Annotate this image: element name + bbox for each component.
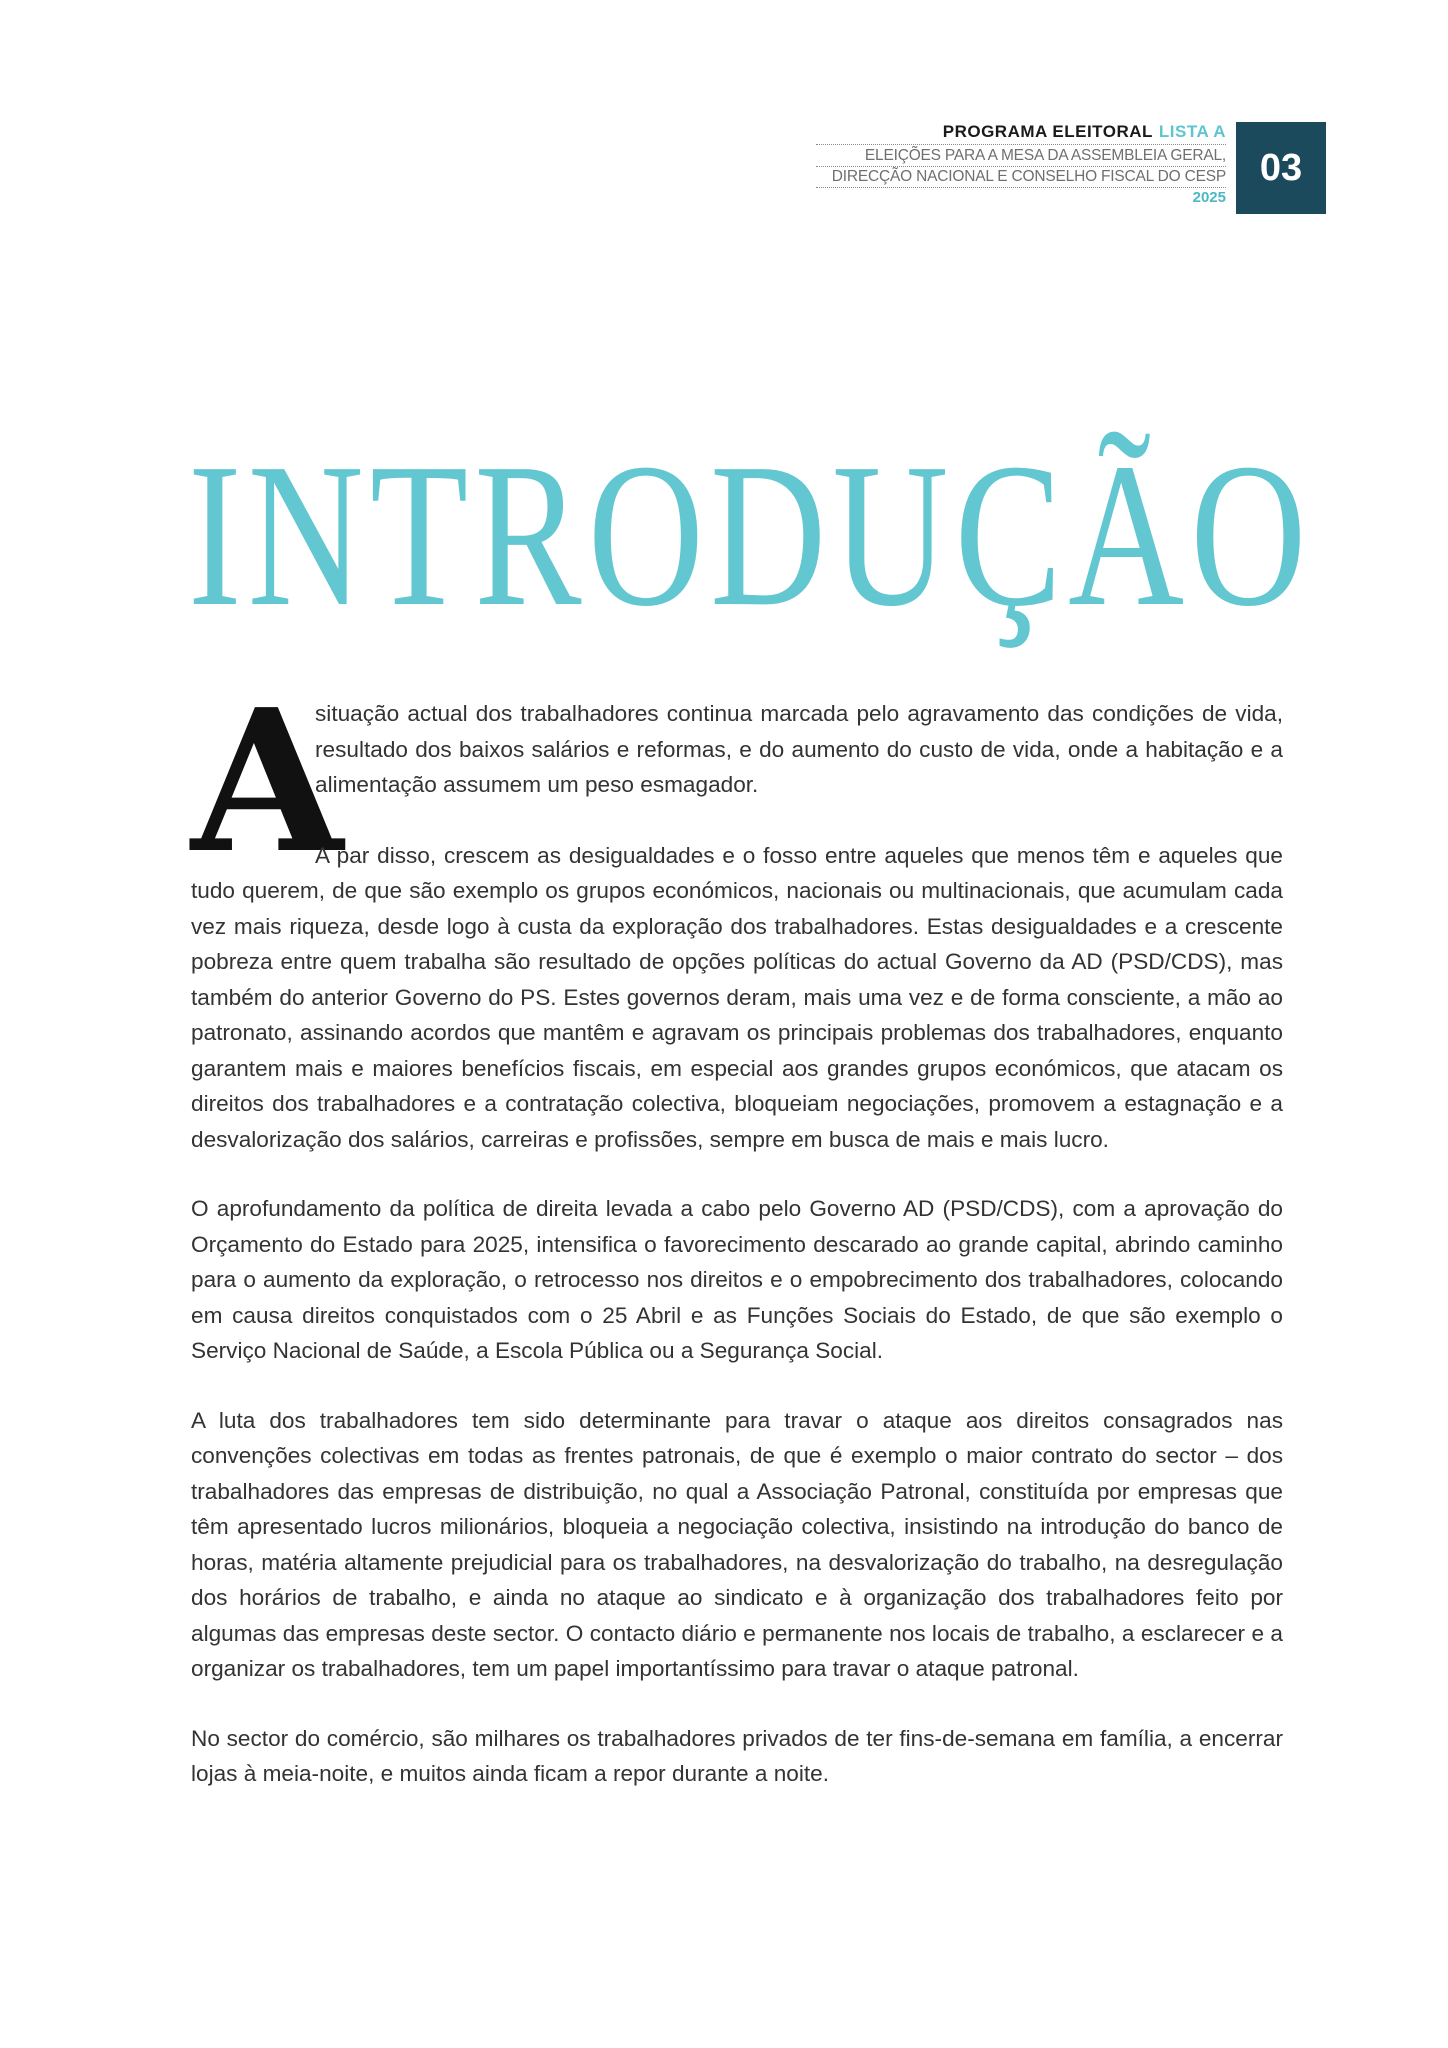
subtitle-line-1: ELEIÇÕES PARA A MESA DA ASSEMBLEIA GERAL, [864,147,1226,164]
paragraph-5: No sector do comércio, são milhares os trabalhadores privados de ter fins-de-semana em família, a encerrar lojas à meia-noite, e muitos ainda ficam a repor durante a noite. [191,1725,1283,1786]
paragraph-3: O aprofundamento da política de direita levada a cabo pelo Governo AD (PSD/CDS), com a aprovação do Orçamento do Estado para 2025, intensifica o favorecimento descarado ao grande capital, abrindo caminho para o aumento da exploração, o retrocesso nos direitos e o empobrecimento dos trabalhadores, colocando em causa direitos conquistados com o 25 Abril e as Funções Sociais do Estado, de que são exemplo o Serviço Nacional de Saúde, a Escola Pública ou a Segurança Social. [191,1196,1283,1363]
paragraph-1: situação actual dos trabalhadores continua marcada pelo agravamento das condições de vida, resultado dos baixos salários e reformas, e do aumento do custo de vida, onde a habitação e a alimentação assumem um peso esmagador. [315,701,1283,797]
subtitle-line-2: DIRECÇÃO NACIONAL E CONSELHO FISCAL DO CESP [816,166,1226,188]
body-text [191,667,1283,1826]
drop-cap: A [191,667,344,897]
page-header [816,122,1326,214]
header-subtitle [816,144,1226,188]
page-title: INTRODUÇÃO [188,420,1313,649]
paragraph-2: A par disso, crescem as desigualdades e o fosso entre aqueles que menos têm e aqueles que tudo querem, de que são exemplo os grupos económicos, nacionais ou multinacionais, que acumulam cada vez mais riqueza, desde logo à custa da exploração dos trabalhadores. Estas desigualdades e a crescente pobreza entre quem trabalha são resultado de opções políticas do actual Governo da AD (PSD/CDS), mas também do anterior Governo do PS. Estes governos deram, mais uma vez e de forma consciente, a mão ao patronato, assinando acordos que mantêm e agravam os principais problemas dos trabalhadores, enquanto garantem mais e maiores benefícios fiscais, em especial aos grandes grupos económicos, que atacam os direitos dos trabalhadores e a contratação colectiva, bloqueiam negociações, promovem a estagnação e a desvalorização dos salários, carreiras e profissões, sempre em busca de mais e mais lucro. [191,842,1283,1152]
list-label: LISTA A [1158,122,1226,141]
program-label: PROGRAMA ELEITORAL [942,122,1153,141]
program-title [816,122,1226,142]
page-number: 03 [1236,122,1326,214]
header-year: 2025 [1192,189,1226,206]
header-text-block [816,122,1236,214]
paragraph-4: A luta dos trabalhadores tem sido determinante para travar o ataque aos direitos consagrados nas convenções colectivas em todas as frentes patronais, de que é exemplo o maior contrato do sector – dos trabalhadores das empresas de distribuição, no qual a Associação Patronal, constituída por empresas que têm apresentado lucros milionários, bloqueia a negociação colectiva, insistindo na introdução do banco de horas, matéria altamente prejudicial para os trabalhadores, na desvalorização do trabalho, na desregulação dos horários de trabalho, e ainda no ataque ao sindicato e à organização dos trabalhadores feito por algumas das empresas deste sector. O contacto diário e permanente nos locais de trabalho, a esclarecer e a organizar os trabalhadores, tem um papel importantíssimo para travar o ataque patronal. [191,1407,1283,1681]
